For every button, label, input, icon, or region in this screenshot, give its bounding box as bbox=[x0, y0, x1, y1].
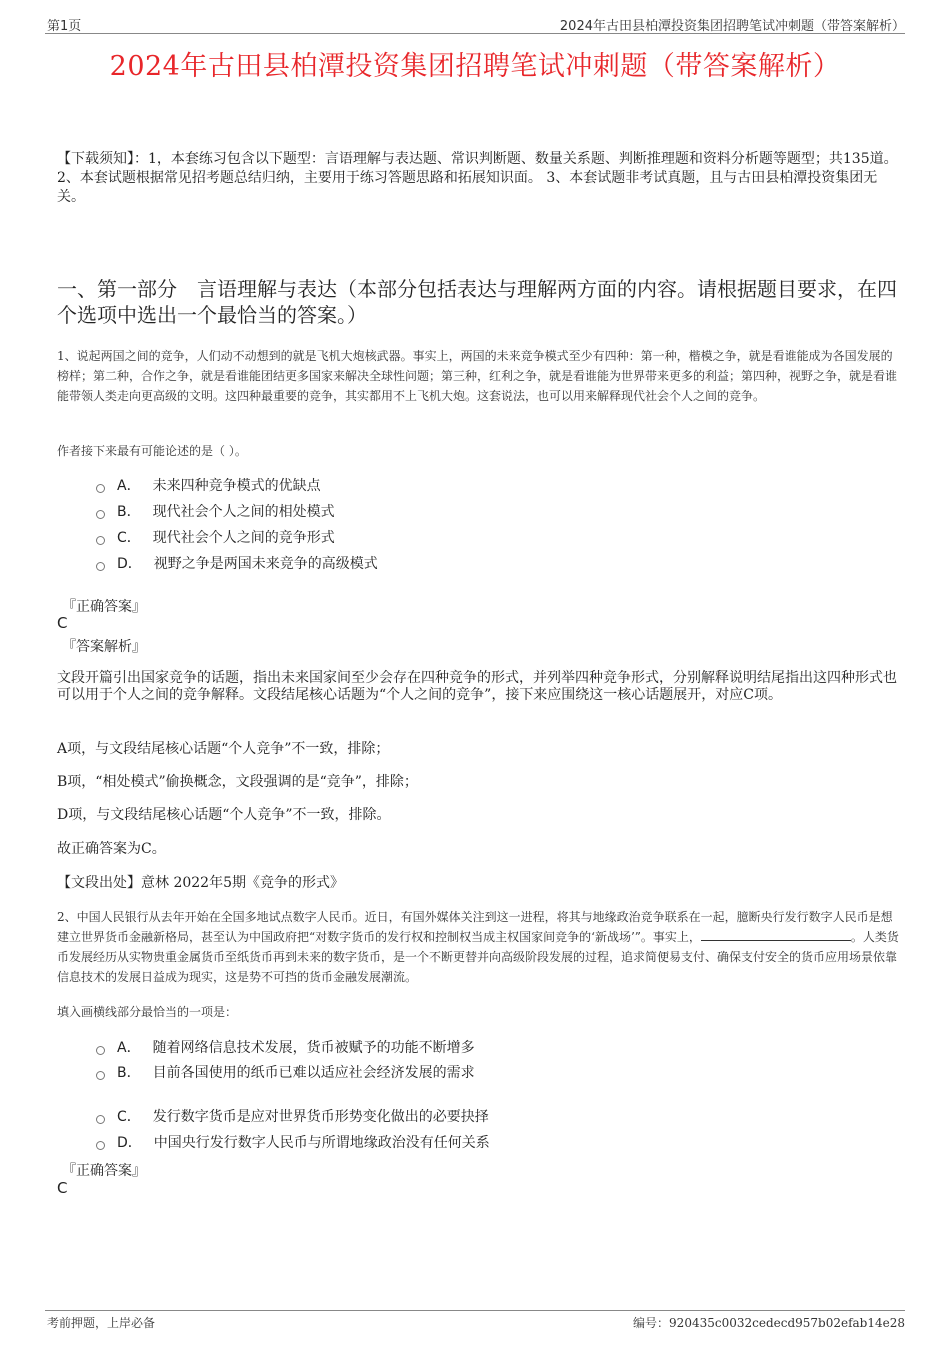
question-1-text: 1、说起两国之间的竞争，人们动不动想到的就是飞机大炮核武器。事实上，两国的未来竞争模式至少有四种：第一种，楷模之争，就是看谁能成为各国发展的榜样；第二种，合作之争，就是看谁能团结更多国家来解决全球性问题；第三种，红利之争，就是看谁能为世界带来更多的利益；第四种，视野之争，就是看谁能带领人类走向更高级的文明。这四种最重要的竞争，其实都用不上飞机大炮。这套说法，也可以用来解释现代社会个人之间的竞争。 bbox=[57, 349, 898, 403]
option-text: 视野之争是两国未来竞争的高级模式 bbox=[153, 556, 378, 572]
q2-option-c[interactable] bbox=[96, 1107, 489, 1127]
option-text: 中国央行发行数字人民币与所谓地缘政治没有任何关系 bbox=[153, 1135, 490, 1151]
download-notice: 【下载须知】：1，本套练习包含以下题型：言语理解与表达题、常识判断题、数量关系题、判断推理题和资料分析题等题型；共135道。 2、本套试题根据常见招考题总结归纳，主要用于练习答题思路和拓展知识面。 3、本套试题非考试真题，且与古田县柏潭投资集团无关。 bbox=[57, 151, 898, 205]
radio-icon[interactable] bbox=[96, 562, 105, 571]
q1-analysis-label: 『答案解析』 bbox=[62, 639, 146, 655]
question-2-text-b: 。人类货币发展经历从实物贵重金属货币至纸货币再到未来的数字货币，是一个不断更替并向高级阶段发展的过程，追求简便易支付、确保支付安全的货币应用场景依靠信息技术的发展日益成为现实，这是势不可挡的货币金融发展潮流。 bbox=[57, 930, 899, 984]
page-title: 2024年古田县柏潭投资集团招聘笔试冲刺题（带答案解析） bbox=[109, 51, 841, 82]
q2-option-b[interactable] bbox=[96, 1063, 475, 1083]
question-2-text-a: 2、中国人民银行从去年开始在全国多地试点数字人民币。近日，有国外媒体关注到这一进程，将其与地缘政治竞争联系在一起，臆断央行发行数字人民币是想建立世界货币金融新格局，甚至认为中国政府把“对数字货币的发行权和控制权当成主权国家间竞争的‘新战场’”。事实上， bbox=[57, 910, 893, 944]
option-text: 随着网络信息技术发展，货币被赋予的功能不断增多 bbox=[152, 1040, 475, 1056]
q1-answer-label: 『正确答案』 bbox=[62, 599, 146, 615]
question-2-prompt: 填入画横线部分最恰当的一项是： bbox=[57, 1005, 238, 1019]
footer-doc-id: 编号：920435c0032cedecd957b02efab14e28 bbox=[633, 1316, 905, 1330]
q2-answer: C bbox=[57, 1179, 68, 1197]
q1-option-a[interactable] bbox=[96, 476, 321, 496]
q1-option-c[interactable] bbox=[96, 528, 335, 548]
q1-answer: C bbox=[57, 614, 68, 632]
q2-option-a[interactable] bbox=[96, 1038, 475, 1058]
question-2-text bbox=[57, 907, 899, 987]
option-text: 发行数字货币是应对世界货币形势变化做出的必要抉择 bbox=[152, 1109, 489, 1125]
question-1-prompt: 作者接下来最有可能论述的是（ ）。 bbox=[57, 444, 247, 458]
option-key: A． bbox=[117, 1040, 141, 1056]
option-text: 目前各国使用的纸币已难以适应社会经济发展的需求 bbox=[152, 1065, 475, 1081]
option-key: D． bbox=[117, 556, 142, 572]
q1-analysis-b: B项，“相处模式”偷换概念，文段强调的是“竞争”，排除； bbox=[57, 774, 418, 790]
radio-icon[interactable] bbox=[96, 1115, 105, 1124]
footer-divider bbox=[45, 1310, 905, 1311]
option-text: 现代社会个人之间的相处模式 bbox=[152, 504, 335, 520]
q1-source: 【文段出处】意林 2022年5期《竞争的形式》 bbox=[57, 875, 344, 891]
radio-icon[interactable] bbox=[96, 1046, 105, 1055]
q2-answer-label: 『正确答案』 bbox=[62, 1163, 146, 1179]
radio-icon[interactable] bbox=[96, 484, 105, 493]
option-text: 现代社会个人之间的竞争形式 bbox=[152, 530, 335, 546]
header-doc-title: 2024年古田县柏潭投资集团招聘笔试冲刺题（带答案解析） bbox=[559, 19, 905, 34]
radio-icon[interactable] bbox=[96, 1141, 105, 1150]
option-key: D． bbox=[117, 1135, 142, 1151]
q1-analysis-a: A项，与文段结尾核心话题“个人竞争”不一致，排除； bbox=[57, 741, 390, 757]
q1-option-b[interactable] bbox=[96, 502, 335, 522]
option-key: C． bbox=[117, 1109, 141, 1125]
q1-analysis: 文段开篇引出国家竞争的话题，指出未来国家间至少会存在四种竞争的形式，并列举四种竞争形式，分别解释说明结尾指出这四种形式也可以用于个人之间的竞争解释。文段结尾核心话题为“个人之间的竞争”，接下来应围绕这一核心话题展开，对应C项。 bbox=[57, 670, 897, 703]
fill-blank bbox=[701, 928, 851, 941]
option-key: B． bbox=[117, 504, 141, 520]
page-number: 第1页 bbox=[47, 19, 82, 34]
header-divider bbox=[45, 33, 905, 34]
option-key: C． bbox=[117, 530, 141, 546]
q1-option-d[interactable] bbox=[96, 554, 378, 574]
option-key: A． bbox=[117, 478, 141, 494]
option-text: 未来四种竞争模式的优缺点 bbox=[152, 478, 321, 494]
radio-icon[interactable] bbox=[96, 536, 105, 545]
radio-icon[interactable] bbox=[96, 1071, 105, 1080]
radio-icon[interactable] bbox=[96, 510, 105, 519]
option-key: B． bbox=[117, 1065, 141, 1081]
q1-conclusion: 故正确答案为C。 bbox=[57, 841, 166, 857]
q2-option-d[interactable] bbox=[96, 1133, 490, 1153]
footer-slogan: 考前押题，上岸必备 bbox=[47, 1316, 156, 1330]
section-heading: 一、第一部分 言语理解与表达（本部分包括表达与理解两方面的内容。请根据题目要求，在四个选项中选出一个最恰当的答案。） bbox=[57, 277, 897, 327]
q1-analysis-d: D项，与文段结尾核心话题“个人竞争”不一致，排除。 bbox=[57, 807, 391, 823]
